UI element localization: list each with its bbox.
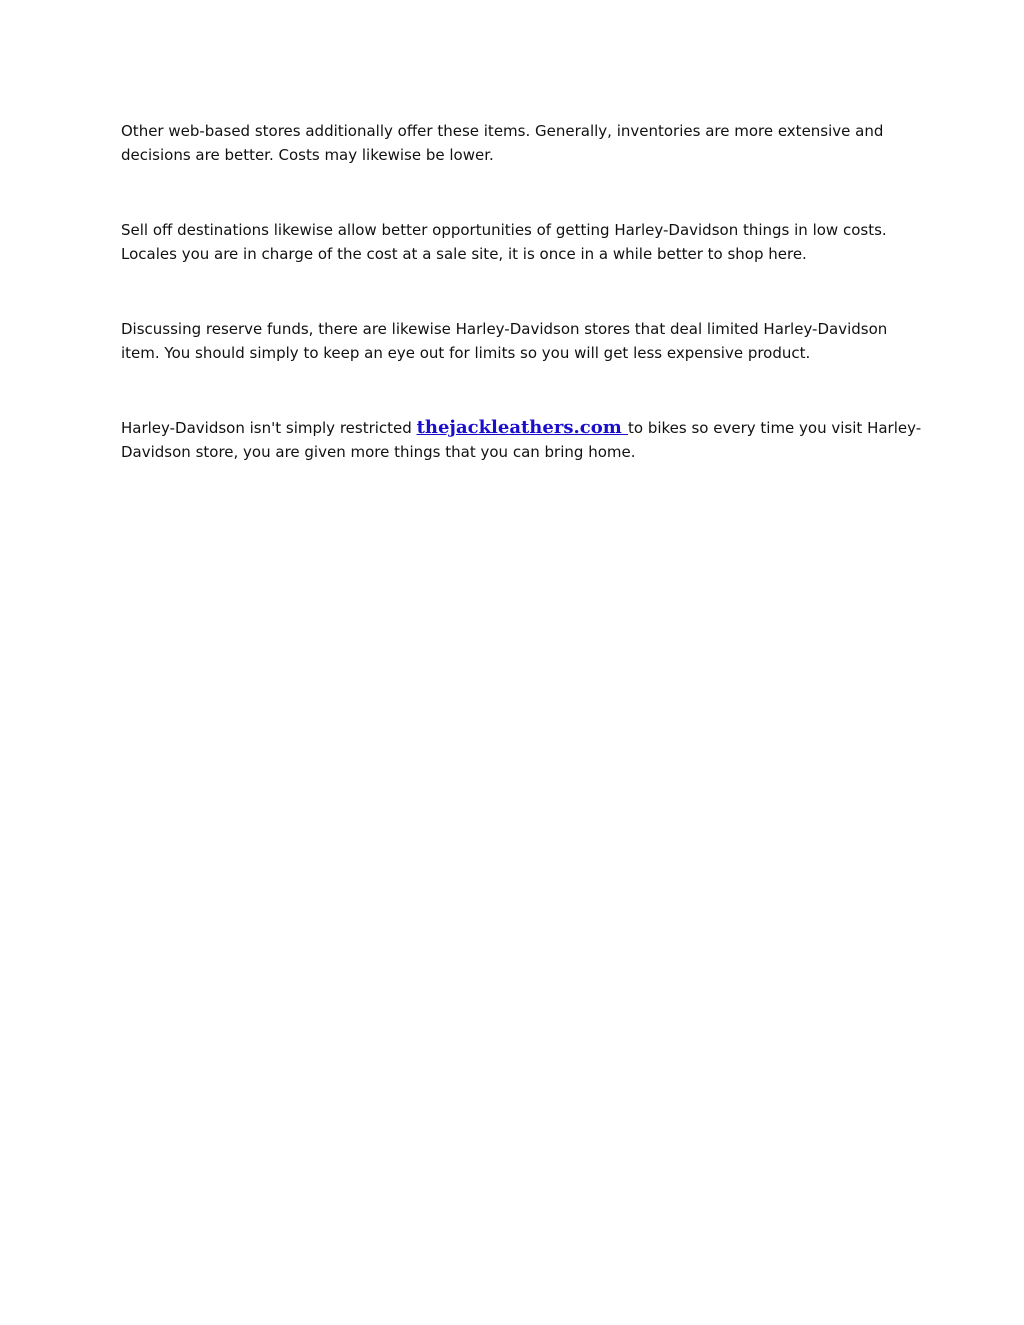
paragraph-line: Sell off destinations likewise allow better opportunities of getting Harley-Davidson things in low costs. — [121, 221, 887, 239]
paragraph-line: Discussing reserve funds, there are likewise Harley-Davidson stores that deal limited Harley-Davidson — [121, 320, 888, 338]
paragraph-discount-stores — [121, 317, 896, 365]
website-link[interactable]: thejackleathers.com — [416, 417, 629, 438]
paragraph-text-before-link: Harley-Davidson isn't simply restricted — [121, 419, 417, 437]
paragraph-line: item. You should simply to keep an eye out for limits so you will get less expensive product. — [121, 344, 811, 362]
paragraph-text-after-link: to bikes so every time you visit Harley- — [628, 419, 922, 437]
paragraph-more-things — [121, 416, 922, 464]
paragraph-line: Other web-based stores additionally offer these items. Generally, inventories are more extensive and — [121, 122, 884, 140]
paragraph-line: Davidson store, you are given more things that you can bring home. — [121, 443, 636, 461]
document-body — [121, 119, 922, 515]
paragraph-online-stores — [121, 119, 896, 167]
paragraph-line-with-link — [121, 416, 922, 440]
paragraph-sale-sites — [121, 218, 896, 266]
paragraph-line: decisions are better. Costs may likewise be lower. — [121, 146, 494, 164]
paragraph-line: Locales you are in charge of the cost at a sale site, it is once in a while better to shop here. — [121, 245, 807, 263]
